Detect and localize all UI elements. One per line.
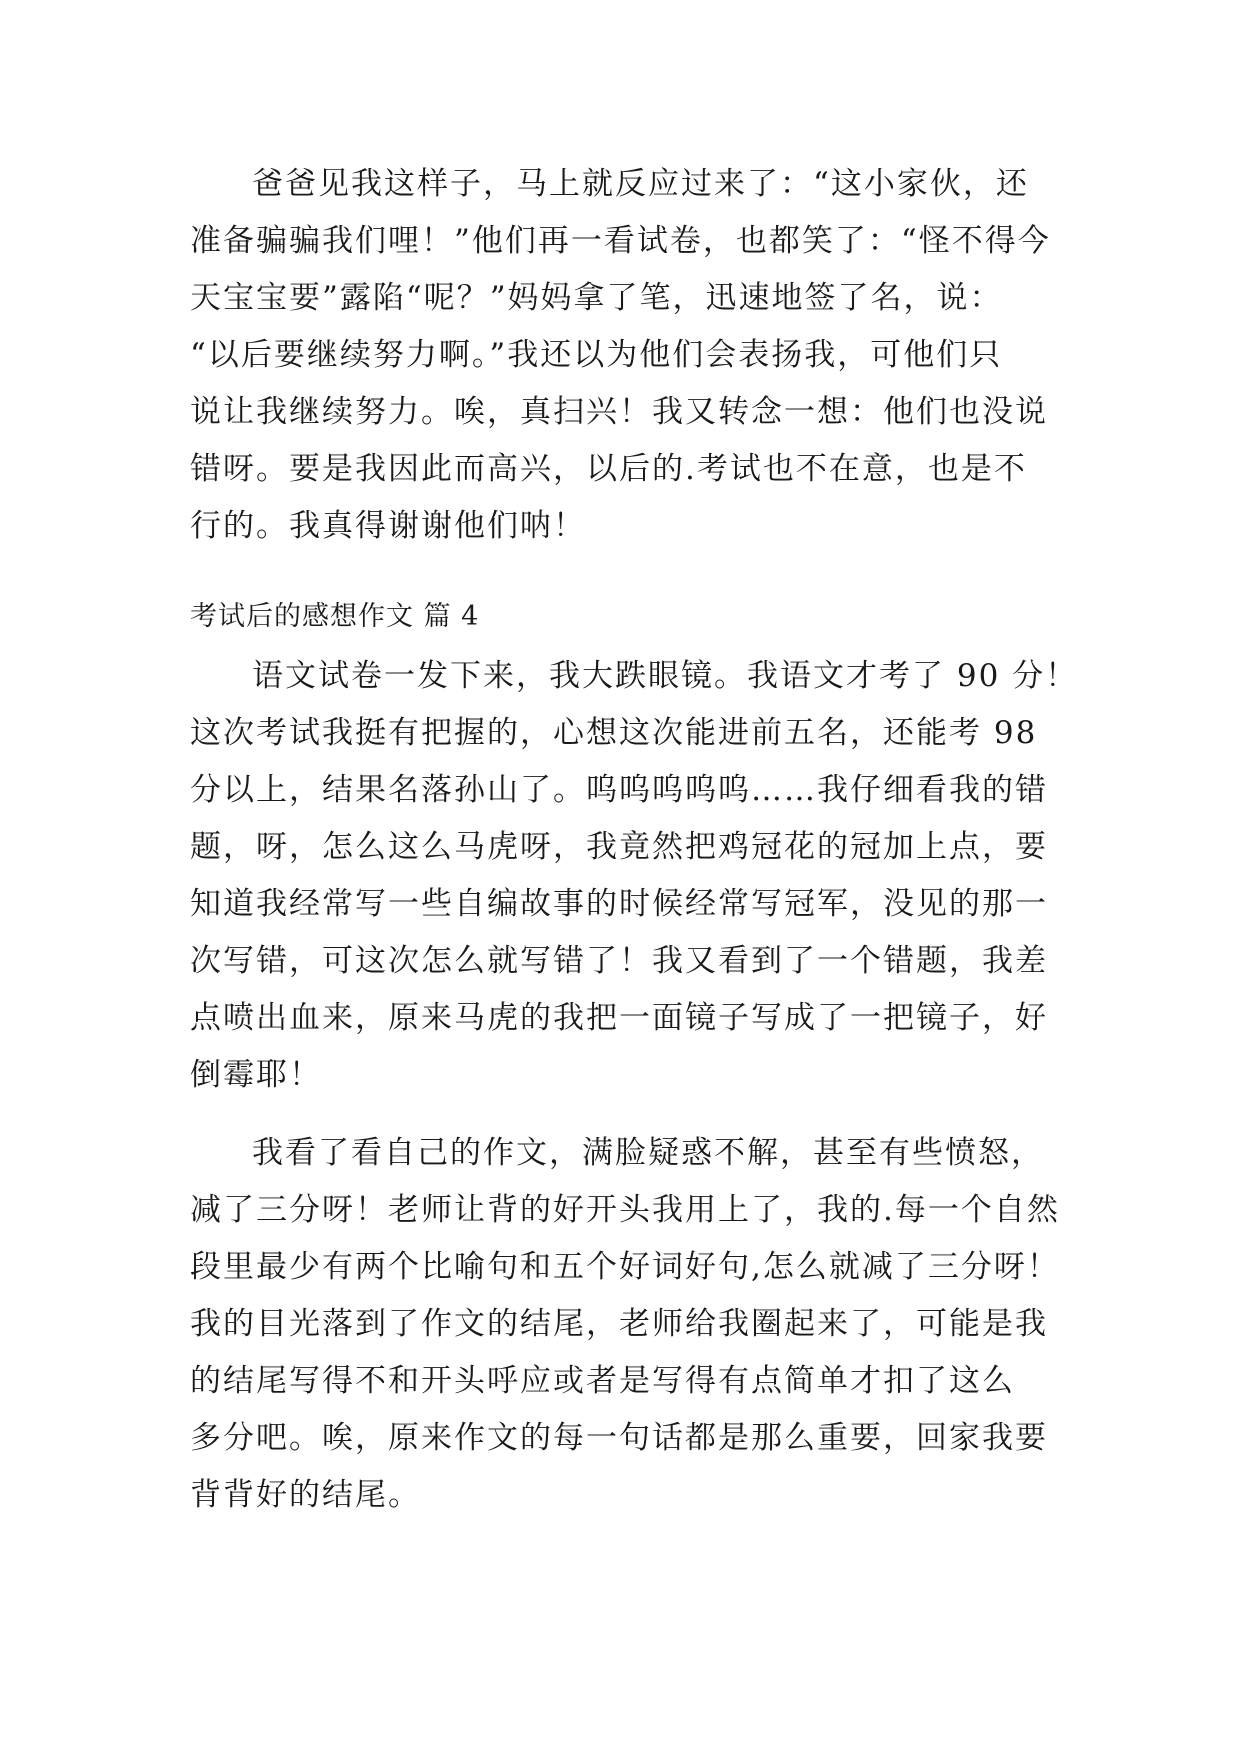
paragraph-line: 行的。我真得谢谢他们呐！ <box>190 508 586 544</box>
paragraph-line: 我看了看自己的作文，满脸疑惑不解，甚至有些愤怒， <box>252 1135 1044 1171</box>
paragraph-line: 题，呀，怎么这么马虎呀，我竟然把鸡冠花的冠加上点，要 <box>190 829 1048 865</box>
paragraph-line: 分以上，结果名落孙山了。呜呜呜呜呜……我仔细看我的错 <box>190 772 1048 808</box>
paragraph-line: 知道我经常写一些自编故事的时候经常写冠军，没见的那一 <box>190 886 1048 922</box>
paragraph-line: 点喷出血来，原来马虎的我把一面镜子写成了一把镜子，好 <box>190 1000 1048 1036</box>
paragraph-line: 段里最少有两个比喻句和五个好词好句,怎么就减了三分呀！ <box>190 1249 1060 1285</box>
paragraph-line: 多分吧。唉，原来作文的每一句话都是那么重要，回家我要 <box>190 1420 1048 1456</box>
paragraph-line: 次写错，可这次怎么就写错了！我又看到了一个错题，我差 <box>190 943 1048 979</box>
paragraph-line: 错呀。要是我因此而高兴，以后的.考试也不在意，也是不 <box>190 451 1027 487</box>
paragraph-line: 准备骗骗我们哩！”他们再一看试卷，也都笑了：“怪不得今 <box>190 223 1051 259</box>
paragraph-line: 倒霉耶！ <box>190 1057 322 1093</box>
paragraph-line: 我的目光落到了作文的结尾，老师给我圈起来了，可能是我 <box>190 1306 1048 1342</box>
paragraph-line: 天宝宝要”露陷“呢？”妈妈拿了笔，迅速地签了名，说： <box>190 280 1003 316</box>
paragraph-line: 说让我继续努力。唉，真扫兴！我又转念一想：他们也没说 <box>190 394 1048 430</box>
paragraph-line: 的结尾写得不和开头呼应或者是写得有点简单才扣了这么 <box>190 1363 1015 1399</box>
paragraph-line: 减了三分呀！老师让背的好开头我用上了，我的.每一个自然 <box>190 1192 1060 1228</box>
paragraph-line: 这次考试我挺有把握的，心想这次能进前五名，还能考 98 <box>190 715 1038 751</box>
paragraph-line: 语文试卷一发下来，我大跌眼镜。我语文才考了 90 分！ <box>252 658 1079 694</box>
paragraph-line: 背背好的结尾。 <box>190 1477 421 1513</box>
paragraph-line: “以后要继续努力啊。”我还以为他们会表扬我，可他们只 <box>190 337 1003 373</box>
paragraph-line: 爸爸见我这样子，马上就反应过来了：“这小家伙，还 <box>252 166 1029 202</box>
section-title: 考试后的感想作文 篇 4 <box>190 601 480 632</box>
